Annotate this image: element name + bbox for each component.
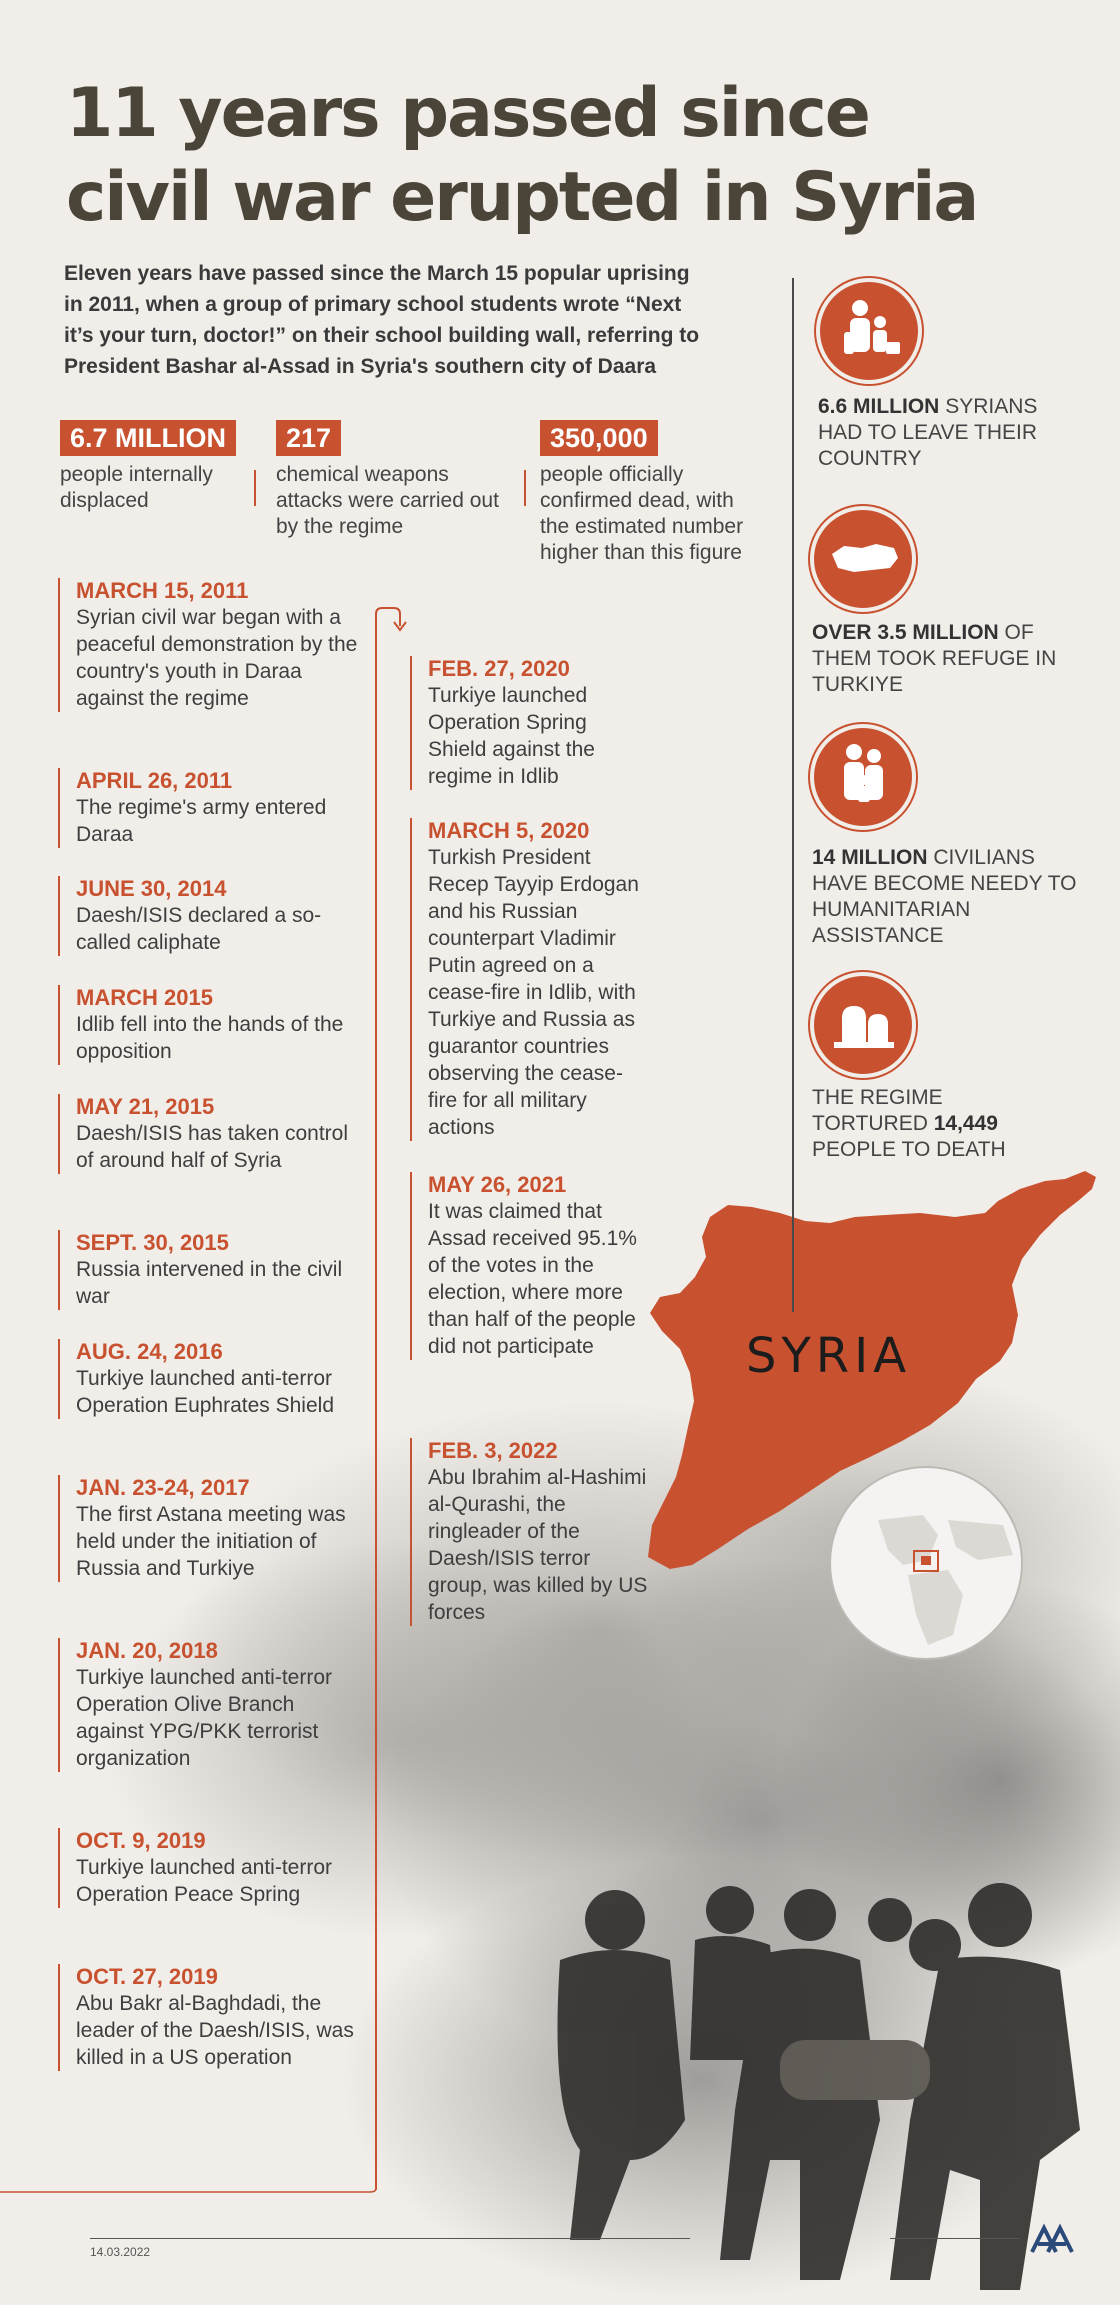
timeline-text: Daesh/ISIS has taken control of around half of Syria	[76, 1122, 348, 1172]
timeline-text: Turkiye launched anti-terror Operation Olive Branch against YPG/PKK terrorist organization	[76, 1666, 332, 1770]
timeline-date: MAY 26, 2021	[428, 1172, 567, 1197]
side-stat-rest: OF THEM TOOK REFUGE IN TURKIYE	[812, 621, 1057, 696]
title-line-2: civil war erupted in Syria	[66, 158, 978, 237]
stat-chemical	[276, 420, 506, 540]
page-title	[66, 72, 1066, 240]
timeline-text: Turkiye launched anti-terror Operation Euphrates Shield	[76, 1367, 334, 1417]
timeline-text: Turkiye launched anti-terror Operation Peace Spring	[76, 1856, 332, 1906]
timeline-text: Idlib fell into the hands of the opposition	[76, 1013, 344, 1063]
timeline-text: Abu Ibrahim al-Hashimi al-Qurashi, the ringleader of the Daesh/ISIS terror group, was killed by US forces	[428, 1466, 648, 1624]
timeline-date: MARCH 5, 2020	[428, 818, 590, 843]
timeline-item	[410, 1172, 650, 1360]
timeline-item	[58, 578, 358, 712]
family-icon	[810, 724, 916, 830]
side-stat-pre: THE REGIME TORTURED	[812, 1086, 943, 1135]
side-stat-bold: 6.6 MILLION	[818, 395, 940, 418]
gravestones-icon	[810, 972, 916, 1078]
side-stat-rest: CIVILIANS HAVE BECOME NEEDY TO HUMANITARIAN ASSISTANCE	[812, 846, 1077, 947]
stat-value: 217	[276, 420, 341, 456]
timeline-date: SEPT. 30, 2015	[76, 1230, 229, 1255]
side-stat-bold: OVER 3.5 MILLION	[812, 621, 999, 644]
side-stat-bold: 14 MILLION	[812, 846, 928, 869]
side-stat-text	[818, 394, 1058, 472]
timeline-date: FEB. 3, 2022	[428, 1438, 558, 1463]
timeline-item	[58, 1828, 358, 1908]
stat-text: people internally displaced	[60, 463, 213, 512]
timeline-date: AUG. 24, 2016	[76, 1339, 223, 1364]
stat-divider	[254, 470, 256, 506]
timeline-item	[58, 1638, 358, 1772]
timeline-date: JAN. 20, 2018	[76, 1638, 218, 1663]
aa-logo-text	[1030, 2222, 1031, 2223]
intro-paragraph: Eleven years have passed since the March 15 popular uprising in 2011, when a group of primary school students wrote “Next it’s your turn, doctor!” on their school building wall, referring to President Bashar al-Assad in Syria's southern city of Daara	[64, 262, 700, 378]
stat-text: chemical weapons attacks were carried out by the regime	[276, 463, 499, 538]
timeline-item	[58, 1339, 358, 1419]
timeline-date: JUNE 30, 2014	[76, 876, 227, 901]
timeline-item	[58, 1964, 358, 2071]
timeline-bottom-line	[0, 2188, 390, 2198]
stat-value: 6.7 MILLION	[60, 420, 236, 456]
stat-dead	[540, 420, 765, 566]
footer-date: 14.03.2022	[90, 2245, 151, 2259]
stat-divider	[524, 470, 526, 506]
timeline-date: FEB. 27, 2020	[428, 656, 570, 681]
timeline-text: The first Astana meeting was held under the initiation of Russia and Turkiye	[76, 1503, 346, 1580]
timeline-text: Daesh/ISIS declared a so-called caliphate	[76, 904, 322, 954]
side-column-line	[792, 278, 794, 1312]
timeline-text: Syrian civil war began with a peaceful demonstration by the country's youth in Daraa against the regime	[76, 606, 358, 710]
stat-value: 350,000	[540, 420, 658, 456]
globe-locator	[828, 1465, 1024, 1661]
aa-logo	[1030, 2222, 1074, 2256]
map-label: SYRIA	[746, 1328, 912, 1384]
timeline-item	[58, 1094, 358, 1174]
timeline-item	[410, 818, 650, 1141]
side-stat-bold: 14,449	[933, 1112, 998, 1135]
side-stat-text	[812, 620, 1072, 698]
timeline-item	[58, 985, 358, 1065]
timeline-date: JAN. 23-24, 2017	[76, 1475, 250, 1500]
timeline-item	[58, 768, 358, 848]
people-leaving-icon	[816, 278, 922, 384]
timeline-text: It was claimed that Assad received 95.1% of the votes in the election, where more than half of the people did not participate	[428, 1200, 637, 1358]
timeline-item	[410, 656, 650, 790]
timeline-date: MARCH 15, 2011	[76, 578, 249, 603]
timeline-date: OCT. 9, 2019	[76, 1828, 206, 1853]
side-stat-rest: SYRIANS HAD TO LEAVE THEIR COUNTRY	[818, 395, 1038, 470]
timeline-text: Russia intervened in the civil war	[76, 1258, 343, 1308]
timeline-date: OCT. 27, 2019	[76, 1964, 218, 1989]
timeline-item	[58, 1475, 358, 1582]
timeline-item	[410, 1438, 650, 1626]
timeline-date: MARCH 2015	[76, 985, 213, 1010]
timeline-date: APRIL 26, 2011	[76, 768, 233, 793]
timeline-text: The regime's army entered Daraa	[76, 796, 327, 846]
timeline-text: Abu Bakr al-Baghdadi, the leader of the Daesh/ISIS, was killed in a US operation	[76, 1992, 354, 2069]
turkey-map-icon	[810, 506, 916, 612]
title-line-1: 11 years passed since	[66, 74, 869, 153]
timeline-text: Turkiye launched Operation Spring Shield against the regime in Idlib	[428, 684, 595, 788]
stat-text: people officially confirmed dead, with the estimated number higher than this figure	[540, 463, 744, 564]
rescue-workers-photo	[480, 1860, 1100, 2300]
footer-line-right	[890, 2238, 1020, 2239]
footer-line	[90, 2238, 690, 2239]
timeline-item	[58, 876, 358, 956]
side-stat-rest: PEOPLE TO DEATH	[812, 1138, 1006, 1161]
timeline-item	[58, 1230, 358, 1310]
timeline-date: MAY 21, 2015	[76, 1094, 215, 1119]
side-stat-text	[812, 845, 1082, 949]
timeline-text: Turkish President Recep Tayyip Erdogan and his Russian counterpart Vladimir Putin agreed on a cease-fire in Idlib, with Turkiye and Russia as guarantor countries observing the cease-fire for all military actions	[428, 846, 639, 1139]
side-stat-text	[812, 1085, 1052, 1163]
stat-displaced	[60, 420, 240, 514]
